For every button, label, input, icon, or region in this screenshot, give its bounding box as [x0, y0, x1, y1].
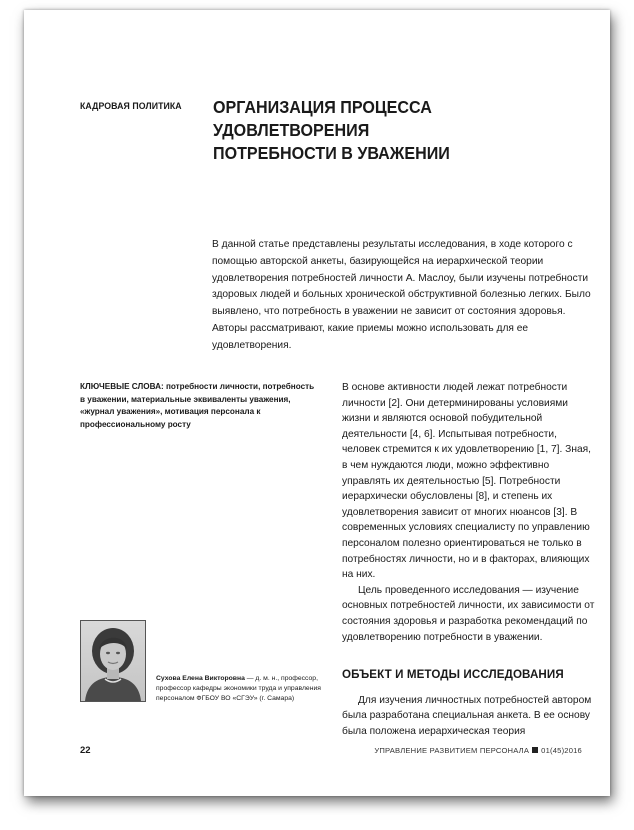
journal-page	[24, 10, 610, 796]
body-column	[342, 380, 597, 739]
section-subheading: ОБЪЕКТ И МЕТОДЫ ИССЛЕДОВАНИЯ	[342, 668, 564, 682]
title-line-2: ПОТРЕБНОСТИ В УВАЖЕНИИ	[213, 143, 450, 163]
author-details: — д. м. н., профессор, профессор кафедры экономики труда и управления персоналом ФГБОУ ВО «СГЭУ» (г. Самара)	[156, 675, 321, 702]
author-name: Сухова Елена Викторовна	[156, 675, 245, 682]
journal-footer	[374, 746, 582, 755]
title-line-1: ОРГАНИЗАЦИЯ ПРОЦЕССА УДОВЛЕТВОРЕНИЯ	[213, 97, 432, 140]
section-label: КАДРОВАЯ ПОЛИТИКА	[80, 101, 182, 112]
body-paragraph-3: Для изучения личностных потребностей автором была разработана специальная анкета. В ее основу была положена иерархическая теория	[342, 694, 592, 737]
journal-name: УПРАВЛЕНИЕ РАЗВИТИЕМ ПЕРСОНАЛА	[374, 746, 530, 755]
body-paragraph-2: Цель проведенного исследования — изучение основных потребностей личности, их зависимости от состояния здоровья и разработка рекомендаций по удовлетворению потребности в уважении.	[342, 584, 595, 643]
author-photo	[80, 620, 146, 702]
article-title	[213, 96, 572, 165]
keywords: КЛЮЧЕВЫЕ СЛОВА: потребности личности, потребность в уважении, материальные эквиваленты уважения, «журнал уважения», мотивация персонала к профессиональному росту	[80, 381, 315, 429]
journal-issue: 01(45)2016	[541, 746, 582, 755]
abstract: В данной статье представлены результаты исследования, в ходе которого с помощью авторской анкеты, базирующейся на иерархической теории удовлетворения потребностей личности А. Маслоу, были изучены потребности здоровых людей и больных хронической обструктивной болезнью легких. Было выявлено, что потребность в уважении не зависит от состояния здоровья. Авторы рассматривают, какие приемы можно использовать для ее удовлетворения.	[212, 239, 591, 351]
body-paragraph-1: В основе активности людей лежат потребности личности [2]. Они детерминированы условиями жизни и являются основой побудительной деятельности [4, 6]. Испытывая потребности, человек стремится к их удовлетворению [1, 7]. Зная, в чем нуждаются люди, можно эффективно управлять их деятельностью [5]. Потребности иерархически обусловлены [8], и степень их удовлетворения зависит от многих нюансов [3]. В современных условиях специалисту по управлению персоналом полезно ориентироваться не только в потребностях личности, но и в факторах, влияющих на них.	[342, 382, 591, 581]
page-number: 22	[80, 745, 91, 756]
square-bullet-icon	[532, 747, 538, 753]
author-info	[156, 674, 326, 704]
